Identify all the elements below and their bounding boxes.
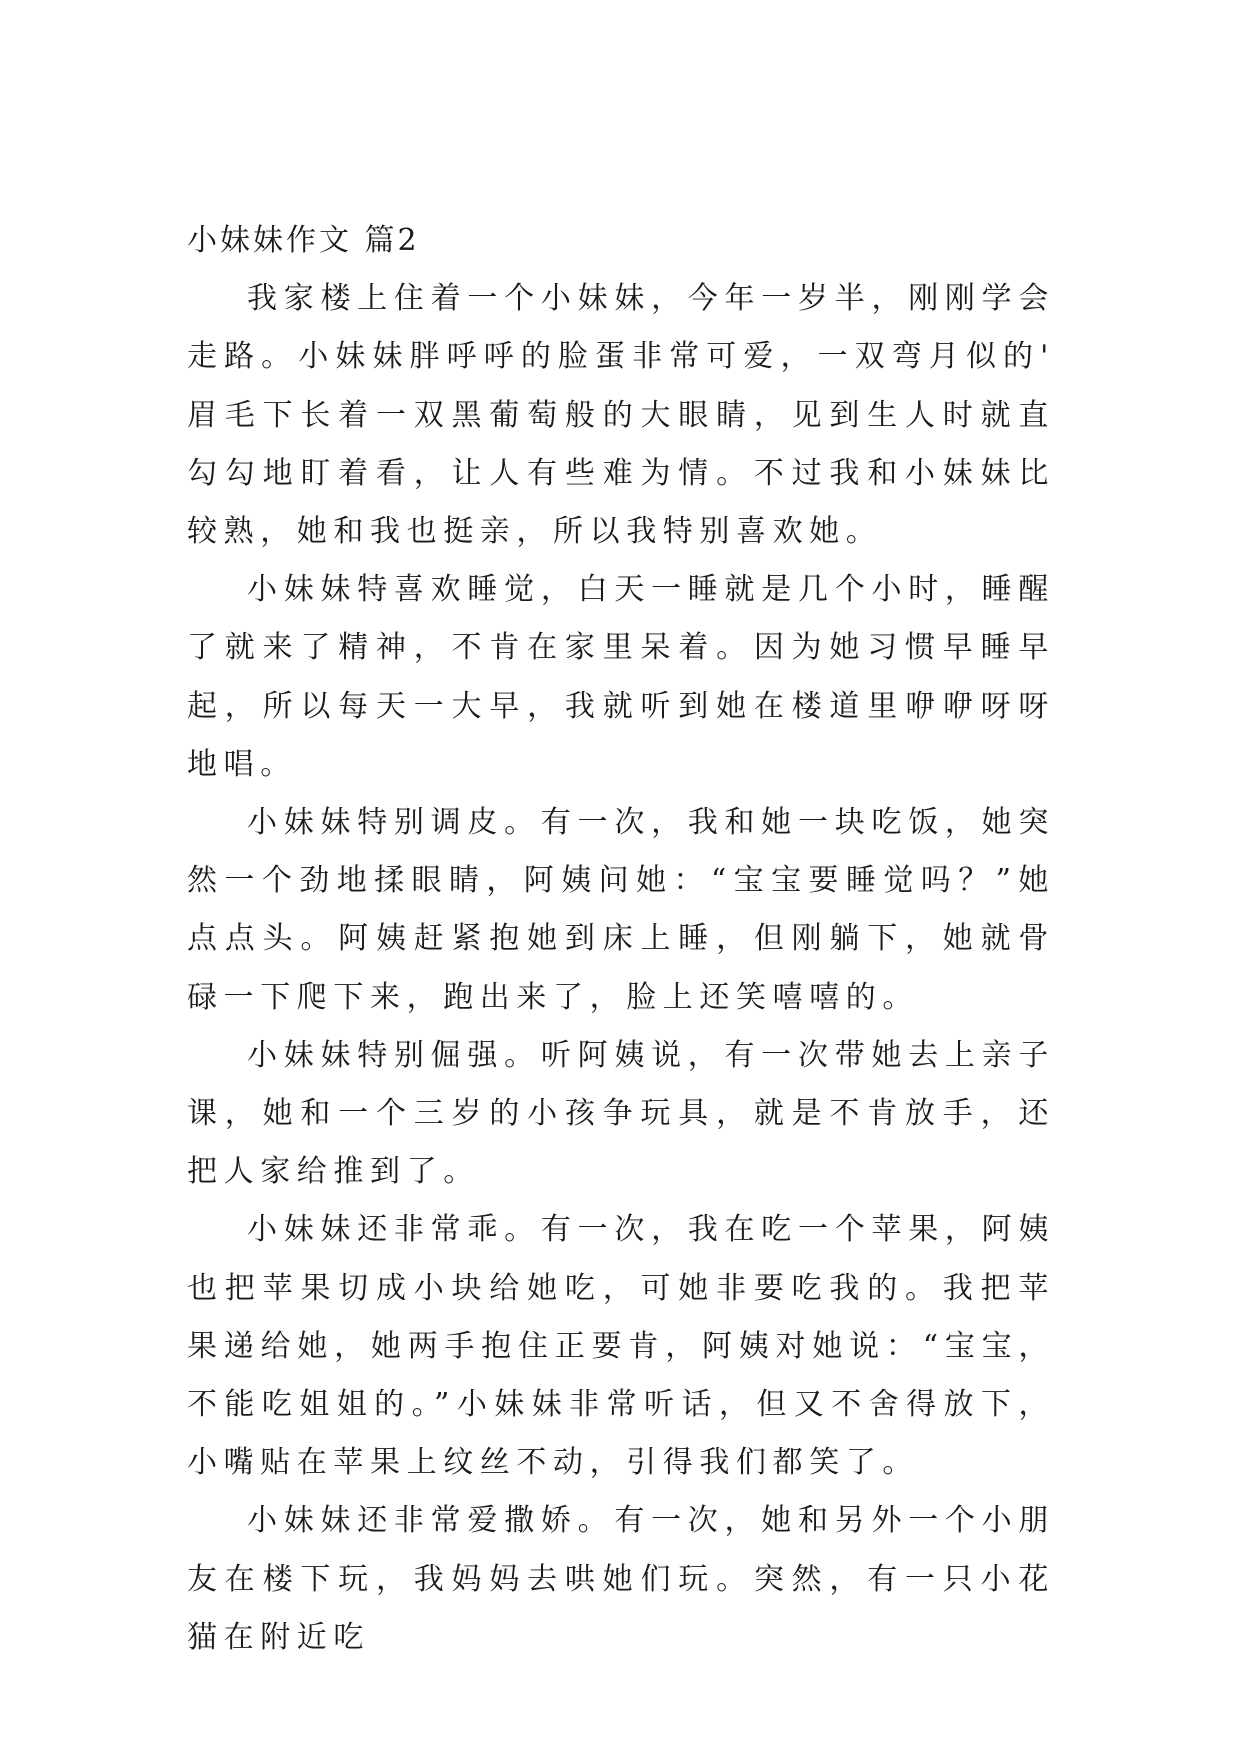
document-body [187, 212, 1055, 1667]
paragraph-5: 小妹妹还非常乖。有一次，我在吃一个苹果，阿姨也把苹果切成小块给她吃，可她非要吃我的。我把苹果递给她，她两手抱住正要肯，阿姨对她说：“宝宝，不能吃姐姐的。”小妹妹非常听话，但又不舍得放下，小嘴贴在苹果上纹丝不动，引得我们都笑了。 [187, 1212, 1055, 1481]
paragraph-2: 小妹妹特喜欢睡觉，白天一睡就是几个小时，睡醒了就来了精神，不肯在家里呆着。因为她习惯早睡早起，所以每天一大早，我就听到她在楼道里咿咿呀呀地唱。 [187, 572, 1055, 782]
paragraph-3: 小妹妹特别调皮。有一次，我和她一块吃饭，她突然一个劲地揉眼睛，阿姨问她：“宝宝要睡觉吗？”她点点头。阿姨赶紧抱她到床上睡，但刚躺下，她就骨碌一下爬下来，跑出来了，脸上还笑嘻嘻的。 [187, 805, 1055, 1015]
essay-heading: 小妹妹作文 篇2 [187, 223, 420, 258]
paragraph-1: 我家楼上住着一个小妹妹，今年一岁半，刚刚学会走路。小妹妹胖呼呼的脸蛋非常可爱，一双弯月似的'眉毛下长着一双黑葡萄般的大眼睛，见到生人时就直勾勾地盯着看，让人有些难为情。不过我和小妹妹比较熟，她和我也挺亲，所以我特别喜欢她。 [187, 281, 1055, 550]
paragraph-6: 小妹妹还非常爱撒娇。有一次，她和另外一个小朋友在楼下玩，我妈妈去哄她们玩。突然，有一只小花猫在附近吃 [187, 1503, 1055, 1655]
paragraph-4: 小妹妹特别倔强。听阿姨说，有一次带她去上亲子课，她和一个三岁的小孩争玩具，就是不肯放手，还把人家给推到了。 [187, 1037, 1055, 1190]
